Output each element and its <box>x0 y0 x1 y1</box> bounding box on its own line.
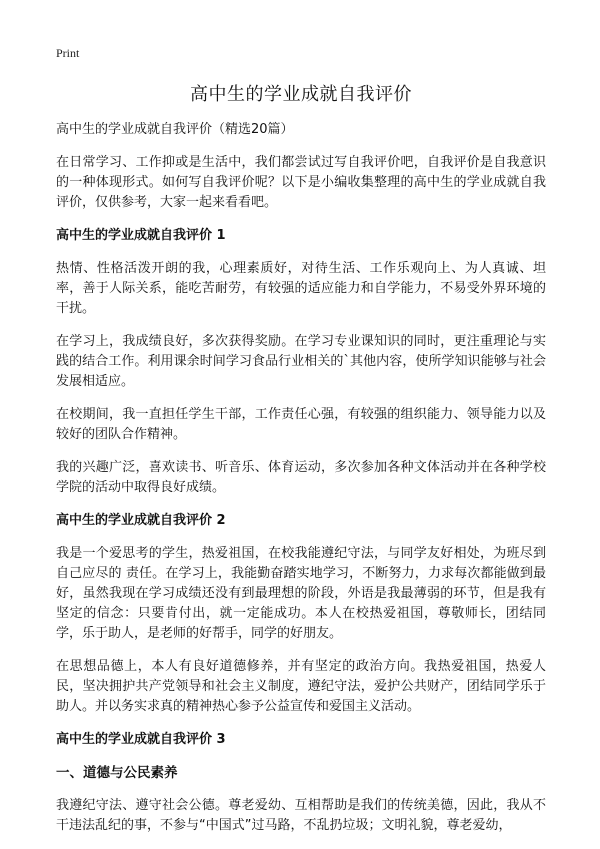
section1-paragraph: 我的兴趣广泛，喜欢读书、听音乐、体育运动，多次参加各种文体活动并在各种学校学院的活动中取得良好成绩。 <box>56 460 546 495</box>
section-heading-3: 高中生的学业成就自我评价 3 <box>56 732 226 747</box>
intro-paragraph: 在日常学习、工作抑或是生活中，我们都尝试过写自我评价吧，自我评价是自我意识的一种体现形式。如何写自我评价呢？以下是小编收集整理的高中生的学业成就自我评价，仅供参考，大家一起来看看吧。 <box>56 155 546 210</box>
section2-paragraph: 在思想品德上，本人有良好道德修养，并有坚定的政治方向。我热爱祖国，热爱人民，坚决拥护共产党领导和社会主义制度，遵纪守法，爱护公共财产，团结同学乐于助人。并以务实求真的精神热心参予公益宣传和爱国主义活动。 <box>56 659 546 714</box>
subsection-heading: 一、道德与公民素养 <box>56 765 178 781</box>
section-heading-2: 高中生的学业成就自我评价 2 <box>56 513 226 528</box>
section-heading-1: 高中生的学业成就自我评价 1 <box>56 228 226 243</box>
print-label[interactable]: Print <box>56 46 80 60</box>
document-subtitle: 高中生的学业成就自我评价（精选20篇） <box>56 122 294 137</box>
section3-paragraph: 我遵纪守法、遵守社会公德。尊老爱幼、互相帮助是我们的传统美德，因此，我从不干违法乱纪的事，不参与“中国式”过马路，不乱扔垃圾；文明礼貌，尊老爱幼， <box>56 798 546 833</box>
section1-paragraph: 热情、性格活泼开朗的我，心理素质好，对待生活、工作乐观向上、为人真诚、坦率，善于人际关系，能吃苦耐劳，有较强的适应能力和自学能力，不易受外界环境的干扰。 <box>56 261 546 316</box>
section2-paragraph: 我是一个爱思考的学生，热爱祖国，在校我能遵纪守法，与同学友好相处，为班尽到自己应尽的 责任。在学习上，我能勤奋踏实地学习，不断努力，力求每次都能做到最好，虽然我现在学习成绩还没有到最理想的阶段，外语是我最薄弱的环节，但是我有坚定的信念：只要肯付出，就一定能成功。本人在校热爱祖国，尊敬师长，团结同学，乐于助人，是老师的好帮手，同学的好朋友。 <box>56 546 546 641</box>
section1-paragraph: 在校期间，我一直担任学生干部，工作责任心强，有较强的组织能力、领导能力以及较好的团队合作精神。 <box>56 407 546 442</box>
section1-paragraph: 在学习上，我成绩良好，多次获得奖励。在学习专业课知识的同时，更注重理论与实践的结合工作。利用课余时间学习食品行业相关的`其他内容，使所学知识能够与社会发展相适应。 <box>56 334 546 389</box>
page-title: 高中生的学业成就自我评价 <box>190 84 412 105</box>
document-body <box>56 120 546 849</box>
